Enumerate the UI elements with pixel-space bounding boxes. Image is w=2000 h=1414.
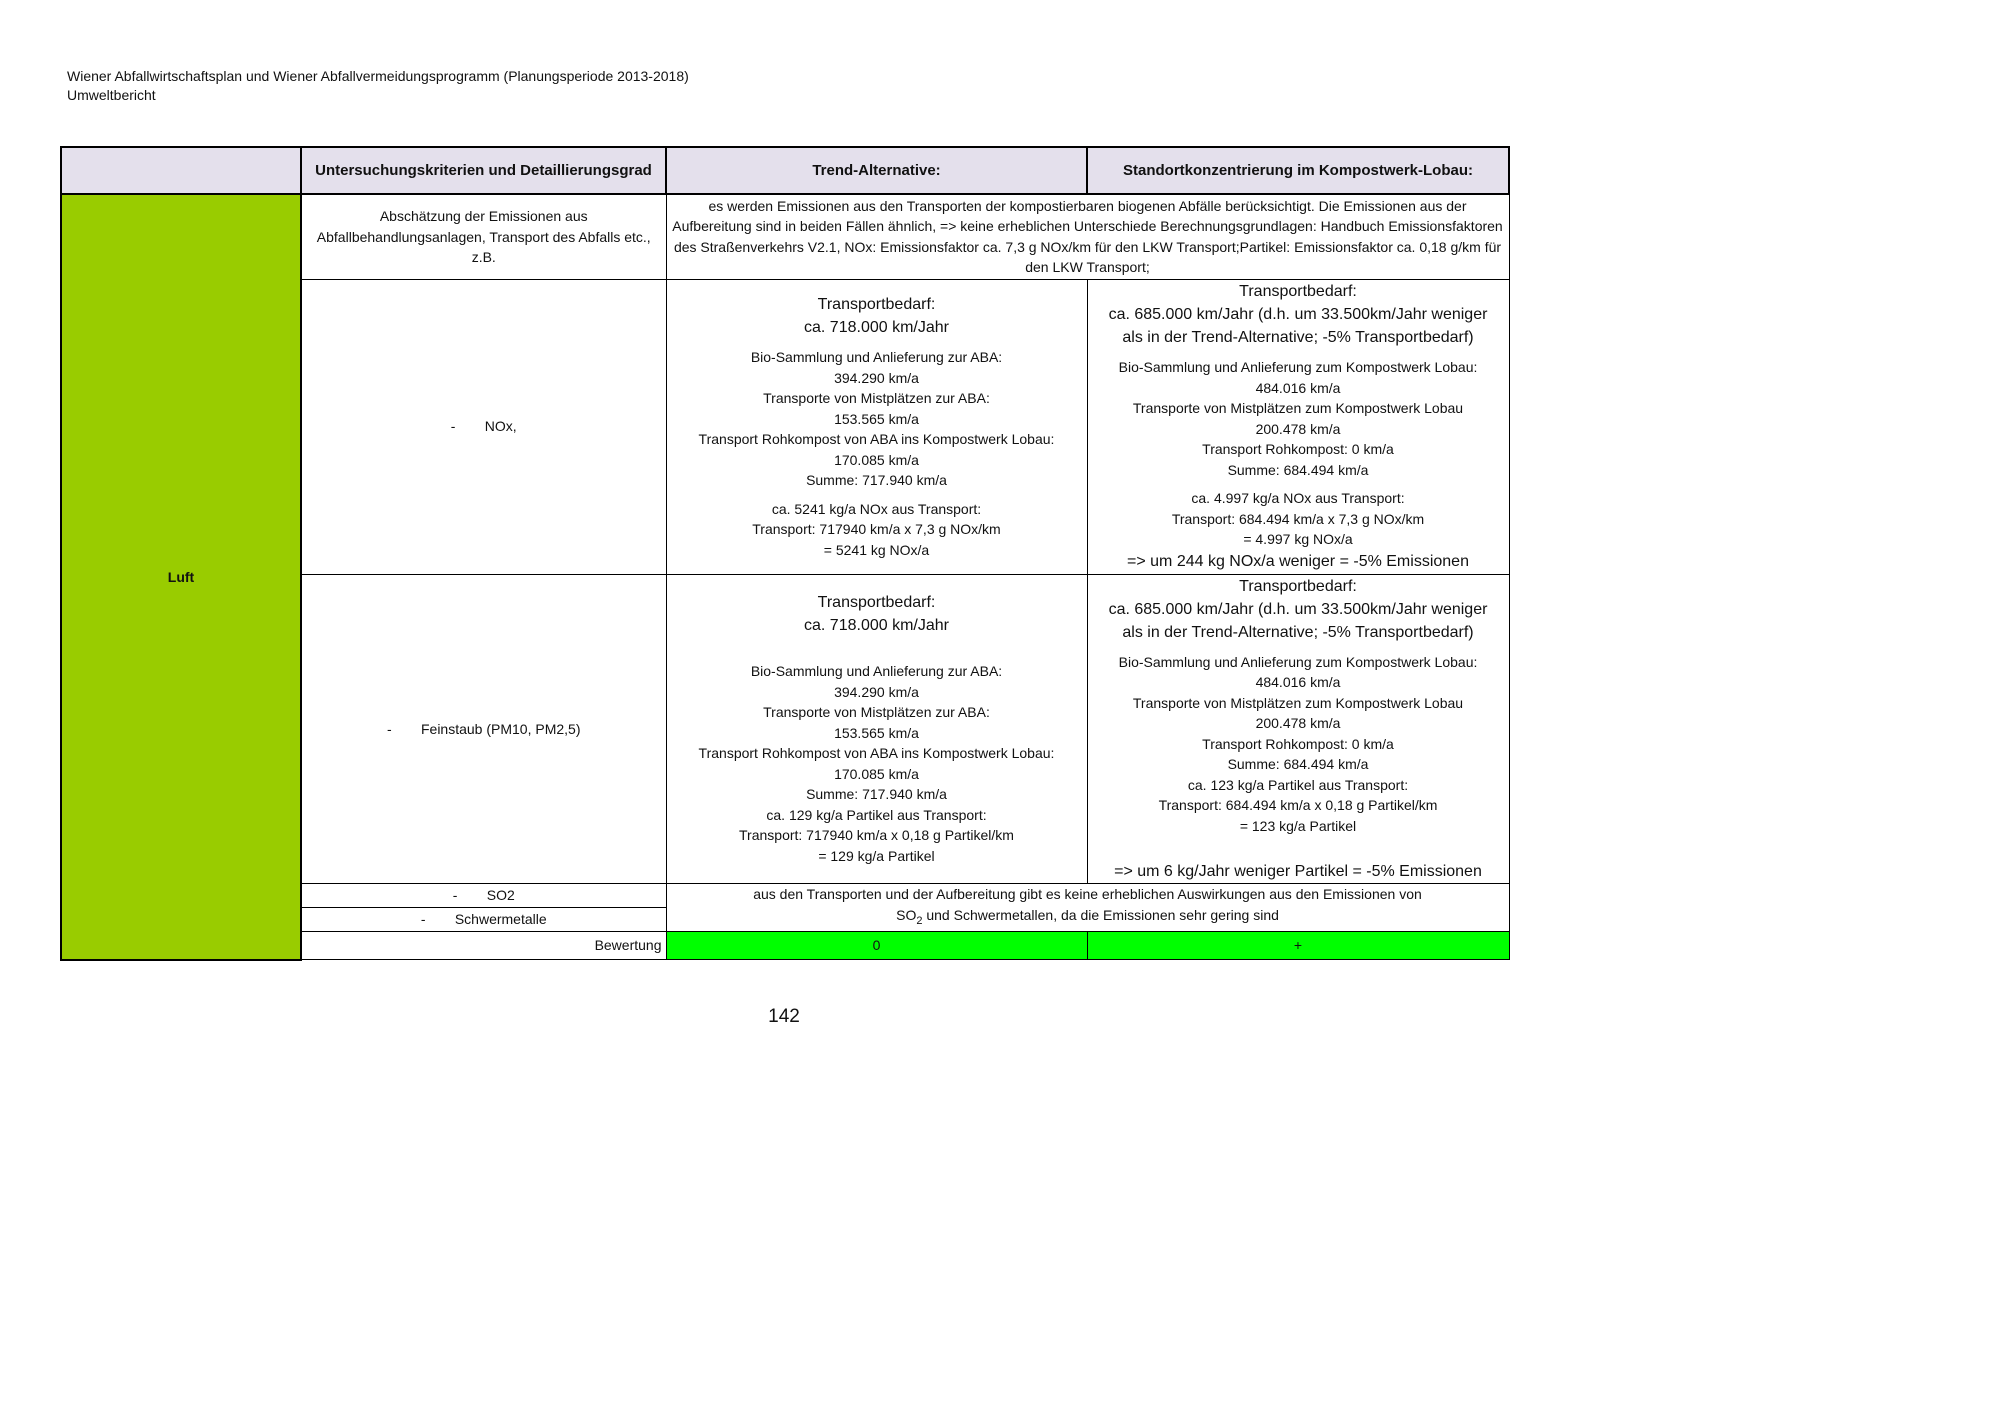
- metals-criterion: [301, 908, 666, 932]
- header-subtitle: Umweltbericht: [67, 87, 156, 103]
- nox-lobau-result: => um 244 kg NOx/a weniger = -5% Emissionen: [1127, 552, 1469, 570]
- so2-text-line1: aus den Transporten und der Aufbereitung gibt es keine erheblichen Auswirkungen aus den Emissionen von: [753, 886, 1422, 903]
- pm-lobau-line: 200.478 km/a: [1255, 715, 1341, 731]
- document-header: [67, 67, 689, 105]
- nox-lobau-line: Transport Rohkompost: 0 km/a: [1202, 441, 1394, 458]
- pm-lobau-head1: Transportbedarf:: [1239, 577, 1357, 595]
- header-empty-cell: [61, 147, 301, 194]
- pm-lobau-result: => um 6 kg/Jahr weniger Partikel = -5% Emissionen: [1114, 863, 1482, 880]
- rating-trend: 0: [666, 932, 1087, 960]
- nox-trend-line: 170.085 km/a: [834, 451, 919, 468]
- pm-lobau-line: 484.016 km/a: [1255, 674, 1341, 690]
- nox-criterion: [301, 279, 666, 574]
- pm-trend-line: 394.290 km/a: [834, 683, 919, 700]
- pm-lobau-line: ca. 123 kg/a Partikel aus Transport:: [1187, 776, 1409, 793]
- header-trend: Trend-Alternative:: [666, 147, 1087, 194]
- nox-lobau-calc: = 4.997 kg NOx/a: [1243, 531, 1353, 548]
- nox-lobau-line: Bio-Sammlung und Anlieferung zum Kompostwerk Lobau:: [1118, 359, 1478, 376]
- pm-trend-line: 153.565 km/a: [834, 724, 919, 741]
- nox-lobau-cell: [1087, 279, 1509, 574]
- pm-lobau-head3: als in der Trend-Alternative; -5% Transportbedarf): [1122, 623, 1474, 641]
- pm-lobau-line: Transport Rohkompost: 0 km/a: [1202, 735, 1394, 752]
- nox-trend-calc: = 5241 kg NOx/a: [823, 541, 930, 558]
- pm-lobau-cell: [1087, 574, 1509, 884]
- pm-lobau-line: = 123 kg/a Partikel: [1239, 817, 1357, 834]
- so2-text-line2: $SO_2$ und Schwermetallen, da die Emissionen sehr gering sind: [896, 906, 1279, 927]
- pm-criterion: [301, 574, 666, 884]
- pm-trend-line: 170.085 km/a: [834, 765, 919, 782]
- so2-label: SO2: [486, 887, 515, 904]
- pm-trend-line: Bio-Sammlung und Anlieferung zur ABA:: [750, 663, 1003, 680]
- pm-lobau-line: Transport: 684.494 km/a x 0,18 g Partikel/km: [1158, 797, 1438, 813]
- nox-lobau-head3: als in der Trend-Alternative; -5% Transportbedarf): [1122, 329, 1474, 347]
- page-number: 142: [768, 1006, 800, 1027]
- nox-trend-head2: ca. 718.000 km/Jahr: [804, 319, 949, 336]
- header-lobau: Standortkonzentrierung im Kompostwerk-Lobau:: [1087, 147, 1509, 194]
- pm-lobau-line: Transporte von Mistplätzen zum Kompostwerk Lobau: [1132, 694, 1464, 711]
- nox-trend-line: 153.565 km/a: [834, 410, 919, 427]
- rating-label: Bewertung: [301, 932, 666, 960]
- nox-trend-calc: Transport: 717940 km/a x 7,3 g NOx/km: [752, 521, 1001, 537]
- nox-trend-line: Transporte von Mistplätzen zur ABA:: [763, 390, 990, 406]
- nox-dash: -: [450, 418, 456, 435]
- metals-dash: -: [420, 911, 426, 928]
- nox-lobau-calc: Transport: 684.494 km/a x 7,3 g NOx/km: [1171, 510, 1425, 527]
- nox-trend-cell: [666, 279, 1087, 574]
- nox-trend-line: Bio-Sammlung und Anlieferung zur ABA:: [750, 349, 1003, 365]
- intro-row: [61, 194, 1509, 279]
- pm-trend-cell: [666, 574, 1087, 884]
- nox-trend-line: 394.290 km/a: [834, 369, 919, 386]
- header-title: Wiener Abfallwirtschaftsplan und Wiener Abfallvermeidungsprogramm (Planungsperiode 2013-2018): [67, 68, 689, 84]
- nox-trend-line: Transport Rohkompost von ABA ins Kompostwerk Lobau:: [698, 431, 1055, 447]
- pm-trend-line: ca. 129 kg/a Partikel aus Transport:: [766, 806, 987, 823]
- pm-lobau-line: Summe: 684.494 km/a: [1227, 756, 1369, 772]
- nox-lobau-line: 484.016 km/a: [1255, 379, 1341, 396]
- nox-lobau-line: Transporte von Mistplätzen zum Kompostwerk Lobau: [1132, 400, 1464, 417]
- pm-lobau-line: Bio-Sammlung und Anlieferung zum Kompostwerk Lobau:: [1118, 653, 1478, 670]
- so2-criterion: [301, 884, 666, 908]
- rating-lobau: +: [1087, 932, 1509, 960]
- table-header-row: [61, 147, 1509, 194]
- nox-lobau-head2: ca. 685.000 km/Jahr (d.h. um 33.500km/Jahr weniger: [1108, 306, 1488, 324]
- intro-text: es werden Emissionen aus den Transporten der kompostierbaren biogenen Abfälle berücksichtigt. Die Emissionen aus der Aufbereitung sind in beiden Fällen ähnlich, => keine erheblichen Unterschiede Berechnungsgrundlagen: Handbuch Emissionsfaktoren des Straßenverkehrs V2.1, NOx: Emissionsfaktor ca. 7,3 g NOx/km für den LKW Transport;Partikel: Emissionsfaktor ca. 0,18 g/km für den LKW Transport;: [666, 194, 1509, 279]
- so2-metals-text: [666, 884, 1509, 932]
- pm-trend-head1: Transportbedarf:: [817, 594, 936, 612]
- intro-criterion: Abschätzung der Emissionen aus Abfallbehandlungsanlagen, Transport des Abfalls etc., z.B.: [301, 194, 666, 279]
- assessment-table: [60, 146, 1510, 961]
- pm-trend-line: Transport: 717940 km/a x 0,18 g Partikel/km: [739, 827, 1014, 844]
- pm-label: Feinstaub (PM10, PM2,5): [420, 720, 581, 737]
- header-criteria: Untersuchungskriterien und Detaillierungsgrad: [301, 147, 666, 194]
- nox-lobau-head1: Transportbedarf:: [1239, 283, 1357, 301]
- pm-trend-line: Transporte von Mistplätzen zur ABA:: [763, 704, 990, 721]
- nox-lobau-line: Summe: 684.494 km/a: [1227, 461, 1369, 478]
- pm-lobau-head2: ca. 685.000 km/Jahr (d.h. um 33.500km/Jahr weniger: [1108, 600, 1488, 618]
- nox-trend-head1: Transportbedarf:: [817, 296, 936, 313]
- category-luft: Luft: [61, 194, 301, 960]
- nox-lobau-calc: ca. 4.997 kg/a NOx aus Transport:: [1191, 490, 1405, 507]
- nox-trend-line: Summe: 717.940 km/a: [806, 472, 947, 488]
- pm-trend-line: Summe: 717.940 km/a: [806, 786, 947, 803]
- pm-dash: -: [386, 720, 392, 737]
- nox-trend-calc: ca. 5241 kg/a NOx aus Transport:: [771, 500, 982, 517]
- so2-dash: -: [452, 887, 458, 904]
- nox-label: NOx,: [484, 418, 517, 435]
- metals-label: Schwermetalle: [454, 911, 547, 928]
- nox-lobau-line: 200.478 km/a: [1255, 420, 1341, 437]
- pm-trend-line: Transport Rohkompost von ABA ins Kompostwerk Lobau:: [698, 745, 1055, 762]
- pm-trend-line: = 129 kg/a Partikel: [818, 847, 935, 864]
- pm-trend-head2: ca. 718.000 km/Jahr: [804, 617, 949, 635]
